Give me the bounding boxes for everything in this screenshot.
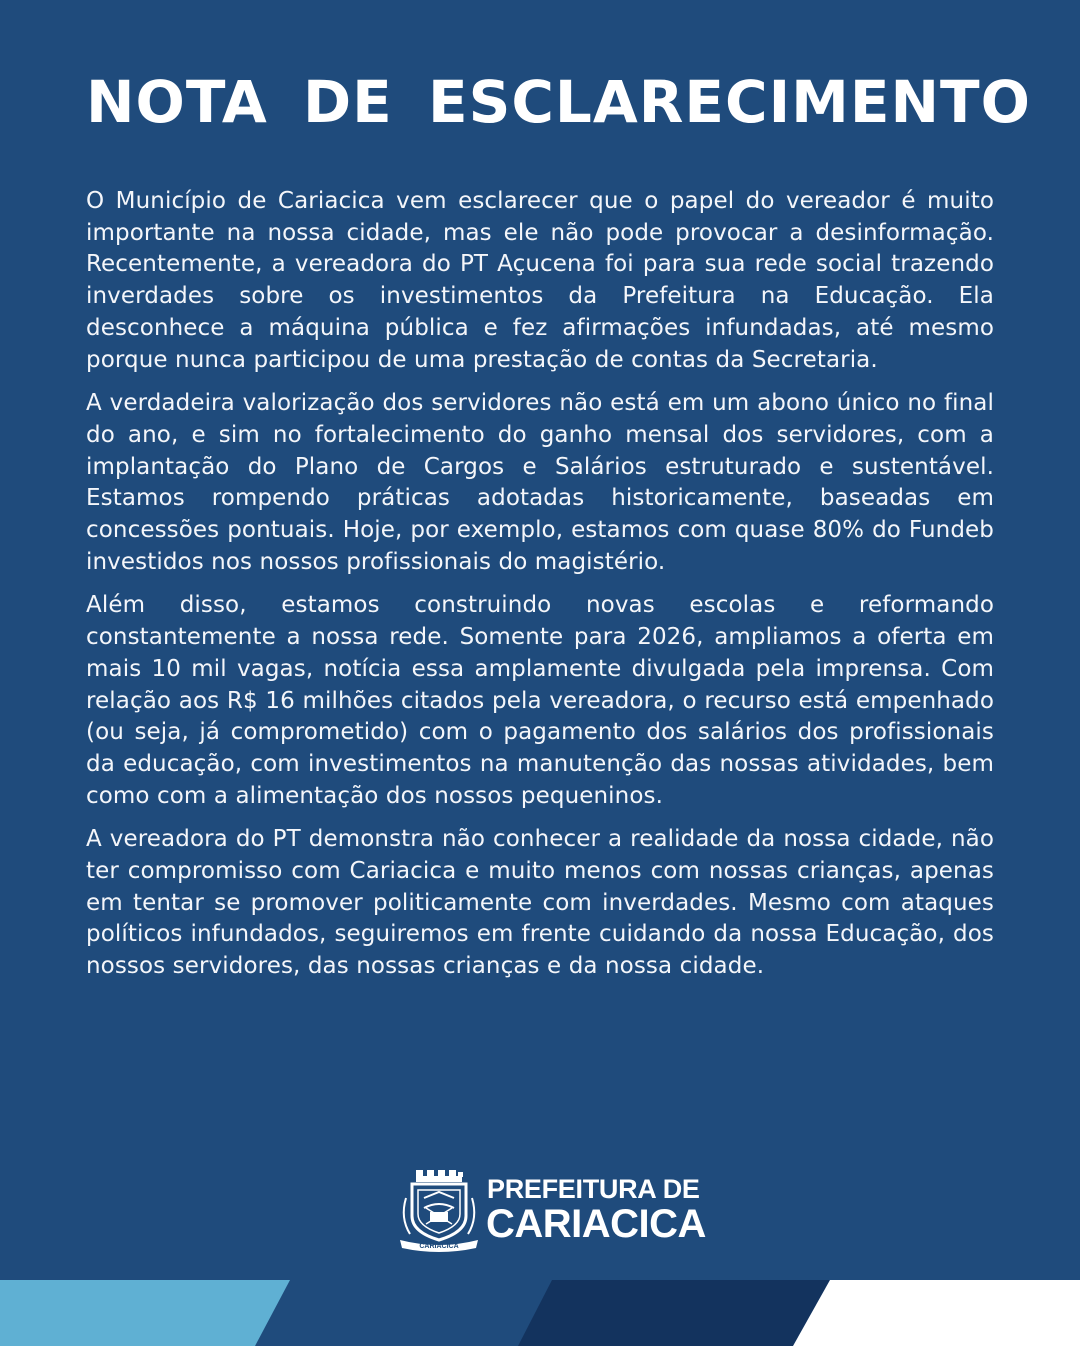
paragraph-1: O Município de Cariacica vem esclarecer que o papel do vereador é muito importante na nossa cidade, mas ele não pode provocar a desinformação. Recentemente, a vereadora do PT Açucena foi para sua rede social trazendo inverdades sobre os investimentos da Prefeitura na Educação. Ela desconhece a máquina pública e fez afirmações infundadas, até mesmo porque nunca participou de uma prestação de contas da Secretaria. — [86, 188, 994, 373]
paragraph-4: A vereadora do PT demonstra não conhecer a realidade da nossa cidade, não ter compromisso com Cariacica e muito menos com nossas crianças, apenas em tentar se promover politicamente com inverdades. Mesmo com ataques políticos infundados, seguiremos em frente cuidando da nossa Educação, dos nossos servidores, das nossas crianças e da nossa cidade. — [86, 826, 994, 980]
logo-text-line2: CARIACICA — [486, 1202, 706, 1246]
city-coat-of-arms-icon — [396, 1168, 482, 1254]
paragraph-2: A verdadeira valorização dos servidores não está em um abono único no final do ano, e sim no fortalecimento do ganho mensal dos servidores, com a implantação do Plano de Cargos e Salários estruturado e sustentável. Estamos rompendo práticas adotadas historicamente, baseadas em concessões pontuais. Hoje, por exemplo, estamos com quase 80% do Fundeb investidos nos nossos profissionais do magistério. — [86, 390, 994, 575]
logo-text-line1: PREFEITURA DE — [487, 1174, 700, 1204]
decorative-bottom-stripes — [0, 1280, 1080, 1346]
note-body — [86, 186, 994, 995]
light-blue-stripe — [0, 1280, 290, 1346]
page-title: NOTA DE ESCLARECIMENTO — [86, 68, 1031, 136]
paragraph-3: Além disso, estamos construindo novas escolas e reformando constantemente a nossa rede. Somente para 2026, ampliamos a oferta em mais 10 mil vagas, notícia essa amplamente divulgada pela imprensa. Com relação aos R$ 16 milhões citados pela vereadora, o recurso está empenhado (ou seja, já comprometido) com o pagamento dos salários dos profissionais da educação, com investimentos na manutenção das nossas atividades, bem como com a alimentação dos nossos pequeninos. — [86, 592, 994, 809]
crest-ribbon-text: CARIACICA — [419, 1243, 459, 1250]
white-stripe — [793, 1280, 1080, 1346]
navy-stripe — [518, 1280, 830, 1346]
prefeitura-logo — [396, 1168, 706, 1254]
